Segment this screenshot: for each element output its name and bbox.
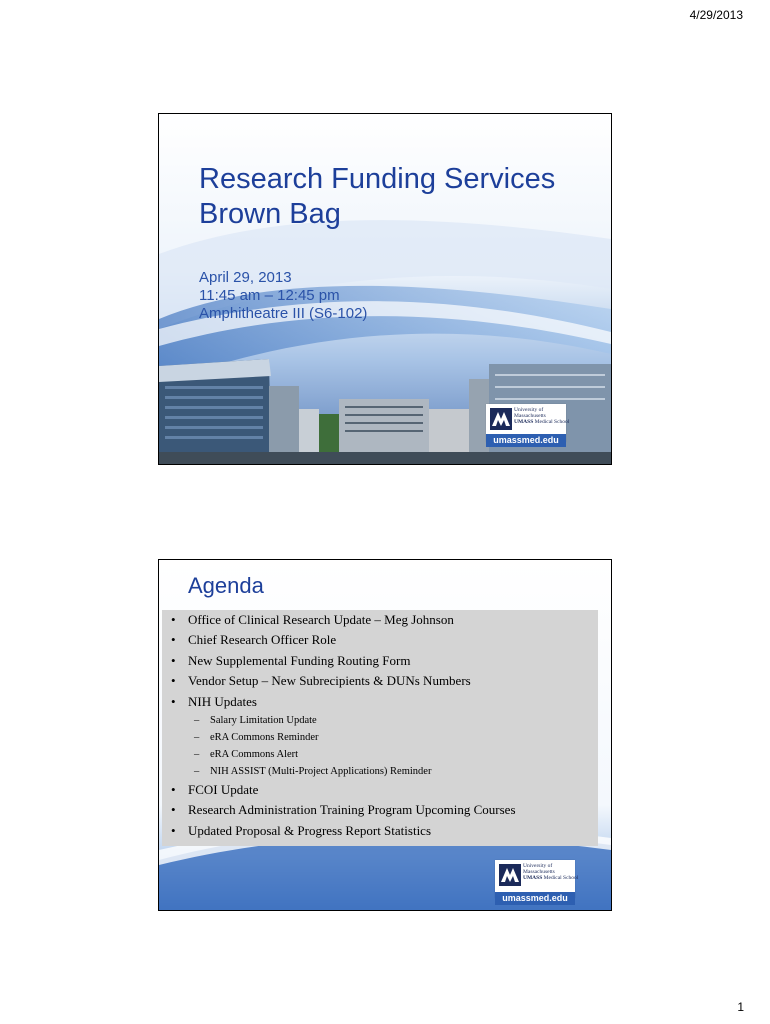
umass-logo-icon [490, 408, 512, 430]
agenda-item [162, 610, 516, 630]
agenda-item [162, 821, 516, 841]
agenda-item [162, 630, 516, 650]
logo-text-medical-school: Medical School [542, 875, 579, 881]
umass-logo-text [514, 407, 569, 425]
title-slide [158, 113, 612, 465]
slide-title-line-1: Research Funding Services [199, 163, 556, 195]
bullet-marker: – [194, 766, 200, 778]
logo-text-line-2: Massachusetts [514, 413, 546, 419]
agenda-list [162, 610, 516, 841]
logo-text-line-1: University of [514, 407, 544, 413]
agenda-content-box [162, 610, 598, 846]
agenda-item [162, 692, 516, 712]
page-number: 1 [737, 1000, 744, 1014]
logo-text-line-2: Massachusetts [523, 869, 555, 875]
logo-text-line-1: University of [523, 863, 553, 869]
agenda-item-text: NIH Updates [188, 693, 257, 709]
agenda-slide [158, 559, 612, 911]
agenda-subitem [162, 746, 516, 763]
bullet-marker: • [171, 822, 176, 838]
umass-url: umassmed.edu [495, 892, 575, 905]
event-date: April 29, 2013 [199, 269, 292, 286]
logo-text-umass: UMASS [523, 875, 543, 881]
umass-logo-icon [499, 864, 521, 886]
slide-title-line-2: Brown Bag [199, 198, 341, 230]
bullet-marker: – [194, 732, 200, 744]
agenda-item-text: Updated Proposal & Progress Report Statistics [188, 822, 432, 838]
agenda-item-text: eRA Commons Reminder [210, 732, 319, 744]
logo-text-line-3 [523, 875, 578, 881]
bullet-marker: • [171, 782, 176, 798]
bullet-marker: • [171, 802, 176, 818]
event-time: 11:45 am – 12:45 pm [199, 287, 340, 304]
bullet-marker: • [171, 632, 176, 648]
agenda-item-text: Office of Clinical Research Update – Meg Johnson [188, 612, 454, 627]
slide-title [199, 162, 555, 232]
agenda-subitem [162, 729, 516, 746]
logo-text-line-3 [514, 419, 569, 425]
agenda-subitem [162, 712, 516, 729]
agenda-item-text: Chief Research Officer Role [188, 632, 337, 648]
agenda-item-text: NIH ASSIST (Multi-Project Applications) Reminder [210, 766, 432, 778]
event-location: Amphitheatre III (S6-102) [199, 305, 368, 322]
umass-url: umassmed.edu [486, 434, 566, 447]
umass-logo-text [523, 863, 578, 881]
agenda-item [162, 651, 516, 671]
agenda-item-text: eRA Commons Alert [210, 749, 299, 761]
agenda-item-text: Salary Limitation Update [210, 715, 317, 727]
bullet-marker: • [171, 652, 176, 668]
agenda-title: Agenda [188, 573, 264, 598]
agenda-item-text: FCOI Update [188, 782, 259, 798]
bullet-marker: • [171, 612, 176, 627]
agenda-item [162, 780, 516, 800]
event-details [199, 269, 367, 323]
logo-text-umass: UMASS [514, 419, 534, 425]
bullet-marker: • [171, 673, 176, 689]
bullet-marker: – [194, 715, 200, 727]
logo-text-medical-school: Medical School [533, 419, 570, 425]
bullet-marker: – [194, 749, 200, 761]
agenda-item-text: New Supplemental Funding Routing Form [188, 652, 411, 668]
agenda-item [162, 800, 516, 820]
agenda-item-text: Research Administration Training Program Upcoming Courses [188, 802, 516, 818]
agenda-item-text: Vendor Setup – New Subrecipients & DUNs Numbers [188, 673, 471, 689]
agenda-subitem [162, 763, 516, 780]
bullet-marker: • [171, 693, 176, 709]
page-date: 4/29/2013 [689, 8, 743, 22]
agenda-item [162, 671, 516, 691]
